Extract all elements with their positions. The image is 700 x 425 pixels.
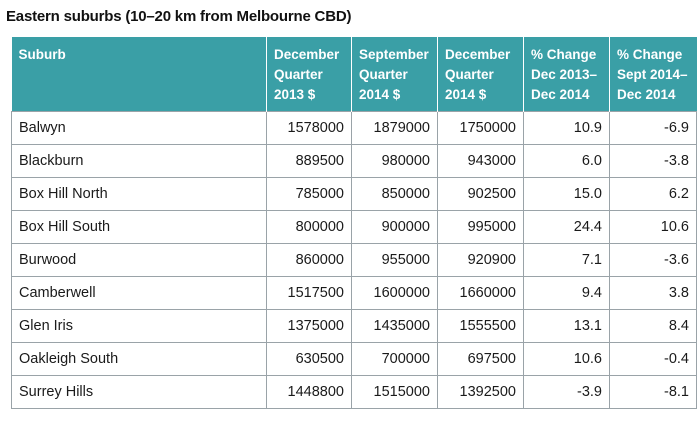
price-cell: 785000 (267, 178, 352, 211)
suburb-cell: Oakleigh South (12, 343, 267, 376)
suburb-cell: Burwood (12, 244, 267, 277)
header-sep-quarter-2014: September Quarter 2014 $ (352, 37, 438, 112)
table-row (12, 178, 697, 211)
price-cell: 800000 (267, 211, 352, 244)
change-cell: -3.9 (524, 376, 610, 409)
header-row (12, 37, 697, 112)
price-cell: 980000 (352, 145, 438, 178)
suburb-cell: Box Hill South (12, 211, 267, 244)
change-cell: 15.0 (524, 178, 610, 211)
price-cell: 995000 (438, 211, 524, 244)
change-cell: -8.1 (610, 376, 697, 409)
price-cell: 1600000 (352, 277, 438, 310)
suburb-cell: Camberwell (12, 277, 267, 310)
suburb-cell: Surrey Hills (12, 376, 267, 409)
change-cell: -0.4 (610, 343, 697, 376)
price-cell: 1448800 (267, 376, 352, 409)
suburb-cell: Balwyn (12, 112, 267, 145)
price-cell: 902500 (438, 178, 524, 211)
change-cell: -3.8 (610, 145, 697, 178)
table-row (12, 310, 697, 343)
change-cell: -6.9 (610, 112, 697, 145)
price-cell: 920900 (438, 244, 524, 277)
header-change-dec13-dec14: % Change Dec 2013– Dec 2014 (524, 37, 610, 112)
header-dec-quarter-2014: December Quarter 2014 $ (438, 37, 524, 112)
change-cell: 13.1 (524, 310, 610, 343)
change-cell: 6.0 (524, 145, 610, 178)
price-cell: 1375000 (267, 310, 352, 343)
change-cell: -3.6 (610, 244, 697, 277)
header-dec-quarter-2013: December Quarter 2013 $ (267, 37, 352, 112)
price-cell: 630500 (267, 343, 352, 376)
table-row (12, 145, 697, 178)
change-cell: 10.6 (524, 343, 610, 376)
table-row (12, 277, 697, 310)
price-cell: 889500 (267, 145, 352, 178)
change-cell: 7.1 (524, 244, 610, 277)
price-cell: 1750000 (438, 112, 524, 145)
suburb-cell: Box Hill North (12, 178, 267, 211)
price-table (11, 37, 697, 409)
price-cell: 700000 (352, 343, 438, 376)
price-cell: 900000 (352, 211, 438, 244)
suburb-cell: Blackburn (12, 145, 267, 178)
price-cell: 850000 (352, 178, 438, 211)
table-row (12, 211, 697, 244)
header-suburb: Suburb (12, 37, 267, 112)
table-caption: Eastern suburbs (10–20 km from Melbourne CBD) (6, 8, 352, 25)
change-cell: 10.6 (610, 211, 697, 244)
change-cell: 10.9 (524, 112, 610, 145)
change-cell: 9.4 (524, 277, 610, 310)
price-cell: 943000 (438, 145, 524, 178)
header-change-sep14-dec14: % Change Sept 2014– Dec 2014 (610, 37, 697, 112)
table-row (12, 376, 697, 409)
price-cell: 860000 (267, 244, 352, 277)
price-cell: 1660000 (438, 277, 524, 310)
change-cell: 6.2 (610, 178, 697, 211)
price-cell: 1517500 (267, 277, 352, 310)
change-cell: 3.8 (610, 277, 697, 310)
table-row (12, 343, 697, 376)
suburb-cell: Glen Iris (12, 310, 267, 343)
table-row (12, 112, 697, 145)
price-cell: 1435000 (352, 310, 438, 343)
price-cell: 955000 (352, 244, 438, 277)
table-row (12, 244, 697, 277)
price-cell: 1879000 (352, 112, 438, 145)
change-cell: 24.4 (524, 211, 610, 244)
price-cell: 1578000 (267, 112, 352, 145)
price-cell: 1555500 (438, 310, 524, 343)
price-cell: 1392500 (438, 376, 524, 409)
change-cell: 8.4 (610, 310, 697, 343)
price-cell: 697500 (438, 343, 524, 376)
price-cell: 1515000 (352, 376, 438, 409)
